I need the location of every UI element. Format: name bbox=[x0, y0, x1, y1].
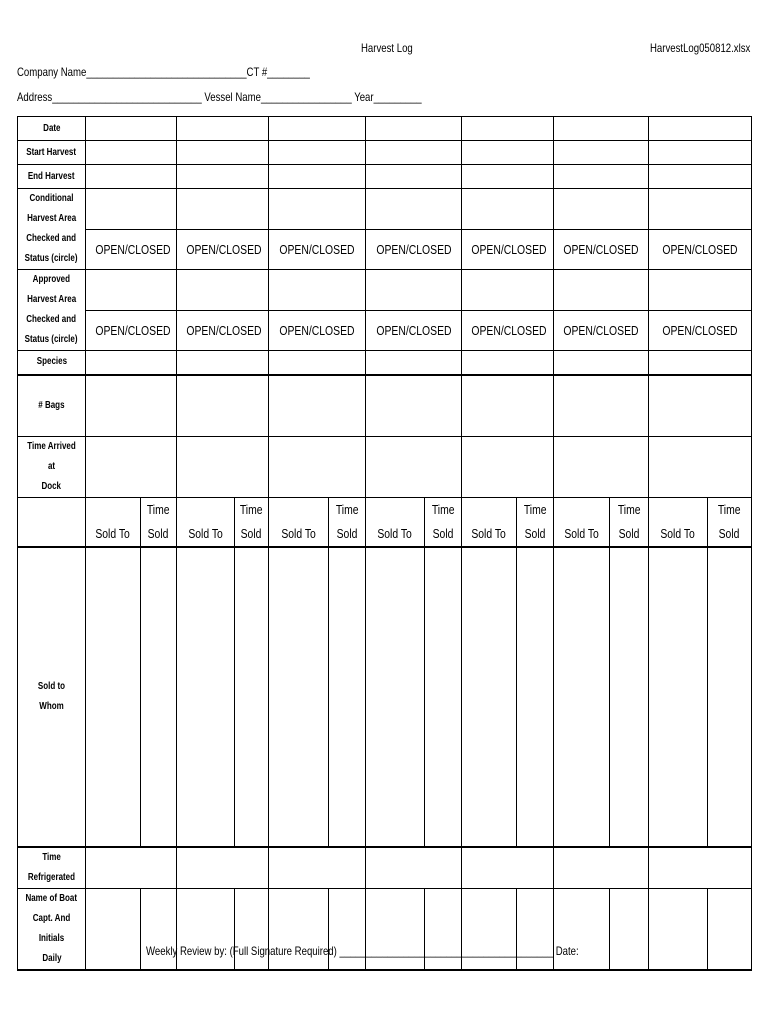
sold-to-cell[interactable] bbox=[462, 547, 517, 847]
conditional-area-cell[interactable] bbox=[366, 189, 462, 230]
species-cell[interactable] bbox=[366, 351, 462, 375]
end-harvest-cell[interactable] bbox=[177, 165, 269, 189]
harvest-log-table bbox=[17, 116, 752, 971]
sold-to-header: Sold To bbox=[649, 498, 708, 548]
date-cell[interactable] bbox=[649, 117, 752, 141]
status-option[interactable]: OPEN/CLOSED bbox=[366, 310, 462, 351]
time-refrigerated-cell[interactable] bbox=[366, 847, 462, 889]
file-name: HarvestLog050812.xlsx bbox=[650, 41, 751, 55]
bags-cell[interactable] bbox=[177, 375, 269, 437]
time-arrived-cell[interactable] bbox=[366, 437, 462, 498]
approved-area-cell[interactable] bbox=[86, 270, 177, 311]
time-sold-cell[interactable] bbox=[235, 547, 269, 847]
row-label-time-arrived: Time Arrived at Dock bbox=[18, 437, 86, 498]
time-arrived-cell[interactable] bbox=[649, 437, 752, 498]
species-cell[interactable] bbox=[649, 351, 752, 375]
date-row bbox=[18, 117, 752, 141]
time-refrigerated-cell[interactable] bbox=[554, 847, 649, 889]
time-refrigerated-cell[interactable] bbox=[462, 847, 554, 889]
sold-to-whom-row bbox=[18, 547, 752, 847]
subheader-blank-cell bbox=[18, 498, 86, 548]
species-cell[interactable] bbox=[269, 351, 366, 375]
row-label-start-harvest: Start Harvest bbox=[18, 141, 86, 165]
bags-cell[interactable] bbox=[462, 375, 554, 437]
conditional-area-cell[interactable] bbox=[554, 189, 649, 230]
end-harvest-cell[interactable] bbox=[462, 165, 554, 189]
time-arrived-row bbox=[18, 437, 752, 498]
date-cell[interactable] bbox=[366, 117, 462, 141]
sold-subheader-row bbox=[18, 498, 752, 548]
boat-initials-cell[interactable] bbox=[708, 889, 752, 971]
approved-area-cell[interactable] bbox=[554, 270, 649, 311]
address-vessel-year-line[interactable]: Address____________________________ Vessel Name_________________ Year_________ bbox=[17, 90, 422, 104]
company-ct-line[interactable]: Company Name______________________________CT #________ bbox=[17, 65, 310, 79]
start-harvest-cell[interactable] bbox=[366, 141, 462, 165]
sold-to-cell[interactable] bbox=[177, 547, 235, 847]
start-harvest-cell[interactable] bbox=[554, 141, 649, 165]
boat-initials-cell[interactable] bbox=[610, 889, 649, 971]
status-option[interactable]: OPEN/CLOSED bbox=[366, 229, 462, 270]
sold-to-header: Sold To bbox=[554, 498, 610, 548]
row-label-approved-area: Approved Harvest Area bbox=[18, 270, 86, 311]
row-label-sold-to-whom: Sold to Whom bbox=[18, 547, 86, 847]
time-sold-header: Time Sold bbox=[708, 498, 752, 548]
end-harvest-cell[interactable] bbox=[269, 165, 366, 189]
time-sold-cell[interactable] bbox=[610, 547, 649, 847]
species-cell[interactable] bbox=[86, 351, 177, 375]
approved-area-row bbox=[18, 270, 752, 311]
start-harvest-cell[interactable] bbox=[269, 141, 366, 165]
start-harvest-row bbox=[18, 141, 752, 165]
date-cell[interactable] bbox=[462, 117, 554, 141]
species-cell[interactable] bbox=[554, 351, 649, 375]
row-label-checked-status: Checked and Status (circle) bbox=[18, 229, 86, 270]
species-row bbox=[18, 351, 752, 375]
bags-cell[interactable] bbox=[86, 375, 177, 437]
time-sold-header: Time Sold bbox=[235, 498, 269, 548]
sold-to-cell[interactable] bbox=[366, 547, 425, 847]
row-label-conditional-area: Conditional Harvest Area bbox=[18, 189, 86, 230]
boat-captain-cell[interactable] bbox=[649, 889, 708, 971]
conditional-area-cell[interactable] bbox=[177, 189, 269, 230]
conditional-area-cell[interactable] bbox=[86, 189, 177, 230]
date-cell[interactable] bbox=[269, 117, 366, 141]
time-sold-header: Time Sold bbox=[610, 498, 649, 548]
sold-to-header: Sold To bbox=[86, 498, 141, 548]
bags-cell[interactable] bbox=[649, 375, 752, 437]
status-option[interactable]: OPEN/CLOSED bbox=[86, 229, 177, 270]
time-arrived-cell[interactable] bbox=[177, 437, 269, 498]
status-option[interactable]: OPEN/CLOSED bbox=[554, 310, 649, 351]
start-harvest-cell[interactable] bbox=[649, 141, 752, 165]
time-refrigerated-cell[interactable] bbox=[177, 847, 269, 889]
time-sold-cell[interactable] bbox=[708, 547, 752, 847]
sold-to-cell[interactable] bbox=[554, 547, 610, 847]
time-sold-header: Time Sold bbox=[425, 498, 462, 548]
weekly-review-signature-line[interactable]: Weekly Review by: (Full Signature Required) ________________________________________ Date: bbox=[146, 944, 579, 958]
bags-cell[interactable] bbox=[366, 375, 462, 437]
sold-to-cell[interactable] bbox=[269, 547, 329, 847]
bags-row bbox=[18, 375, 752, 437]
end-harvest-cell[interactable] bbox=[86, 165, 177, 189]
date-cell[interactable] bbox=[86, 117, 177, 141]
sold-to-header: Sold To bbox=[269, 498, 329, 548]
time-refrigerated-cell[interactable] bbox=[86, 847, 177, 889]
approved-area-cell[interactable] bbox=[649, 270, 752, 311]
status-option[interactable]: OPEN/CLOSED bbox=[86, 310, 177, 351]
status-option[interactable]: OPEN/CLOSED bbox=[554, 229, 649, 270]
row-label-boat-captain: Name of Boat Capt. And Initials Daily bbox=[18, 889, 86, 971]
time-arrived-cell[interactable] bbox=[86, 437, 177, 498]
time-refrigerated-cell[interactable] bbox=[649, 847, 752, 889]
end-harvest-cell[interactable] bbox=[366, 165, 462, 189]
species-cell[interactable] bbox=[462, 351, 554, 375]
time-refrigerated-row bbox=[18, 847, 752, 889]
time-sold-cell[interactable] bbox=[425, 547, 462, 847]
status-option[interactable]: OPEN/CLOSED bbox=[649, 310, 752, 351]
bags-cell[interactable] bbox=[269, 375, 366, 437]
end-harvest-row bbox=[18, 165, 752, 189]
approved-area-cell[interactable] bbox=[462, 270, 554, 311]
start-harvest-cell[interactable] bbox=[462, 141, 554, 165]
status-option[interactable]: OPEN/CLOSED bbox=[269, 310, 366, 351]
approved-area-cell[interactable] bbox=[177, 270, 269, 311]
row-label-date: Date bbox=[18, 117, 86, 141]
row-label-checked-status: Checked and Status (circle) bbox=[18, 310, 86, 351]
species-cell[interactable] bbox=[177, 351, 269, 375]
conditional-area-row bbox=[18, 189, 752, 230]
time-sold-cell[interactable] bbox=[141, 547, 177, 847]
time-sold-header: Time Sold bbox=[141, 498, 177, 548]
status-option[interactable]: OPEN/CLOSED bbox=[462, 229, 554, 270]
conditional-area-cell[interactable] bbox=[269, 189, 366, 230]
status-option[interactable]: OPEN/CLOSED bbox=[177, 229, 269, 270]
conditional-area-cell[interactable] bbox=[649, 189, 752, 230]
sold-to-cell[interactable] bbox=[649, 547, 708, 847]
status-option[interactable]: OPEN/CLOSED bbox=[269, 229, 366, 270]
time-arrived-cell[interactable] bbox=[554, 437, 649, 498]
time-arrived-cell[interactable] bbox=[462, 437, 554, 498]
row-label-time-refrigerated: Time Refrigerated bbox=[18, 847, 86, 889]
status-option[interactable]: OPEN/CLOSED bbox=[462, 310, 554, 351]
row-label-end-harvest: End Harvest bbox=[18, 165, 86, 189]
approved-area-cell[interactable] bbox=[269, 270, 366, 311]
sold-to-header: Sold To bbox=[462, 498, 517, 548]
sold-to-cell[interactable] bbox=[86, 547, 141, 847]
status-option[interactable]: OPEN/CLOSED bbox=[177, 310, 269, 351]
time-sold-header: Time Sold bbox=[329, 498, 366, 548]
approved-status-row bbox=[18, 310, 752, 351]
conditional-area-cell[interactable] bbox=[462, 189, 554, 230]
row-label-bags: # Bags bbox=[18, 375, 86, 437]
time-sold-cell[interactable] bbox=[329, 547, 366, 847]
status-option[interactable]: OPEN/CLOSED bbox=[649, 229, 752, 270]
row-label-species: Species bbox=[18, 351, 86, 375]
boat-captain-cell[interactable] bbox=[86, 889, 141, 971]
end-harvest-cell[interactable] bbox=[554, 165, 649, 189]
bags-cell[interactable] bbox=[554, 375, 649, 437]
approved-area-cell[interactable] bbox=[366, 270, 462, 311]
time-arrived-cell[interactable] bbox=[269, 437, 366, 498]
time-sold-header: Time Sold bbox=[517, 498, 554, 548]
date-cell[interactable] bbox=[177, 117, 269, 141]
start-harvest-cell[interactable] bbox=[177, 141, 269, 165]
time-refrigerated-cell[interactable] bbox=[269, 847, 366, 889]
sold-to-header: Sold To bbox=[177, 498, 235, 548]
sold-to-header: Sold To bbox=[366, 498, 425, 548]
date-cell[interactable] bbox=[554, 117, 649, 141]
end-harvest-cell[interactable] bbox=[649, 165, 752, 189]
conditional-status-row bbox=[18, 229, 752, 270]
document-title: Harvest Log bbox=[361, 41, 413, 55]
start-harvest-cell[interactable] bbox=[86, 141, 177, 165]
time-sold-cell[interactable] bbox=[517, 547, 554, 847]
